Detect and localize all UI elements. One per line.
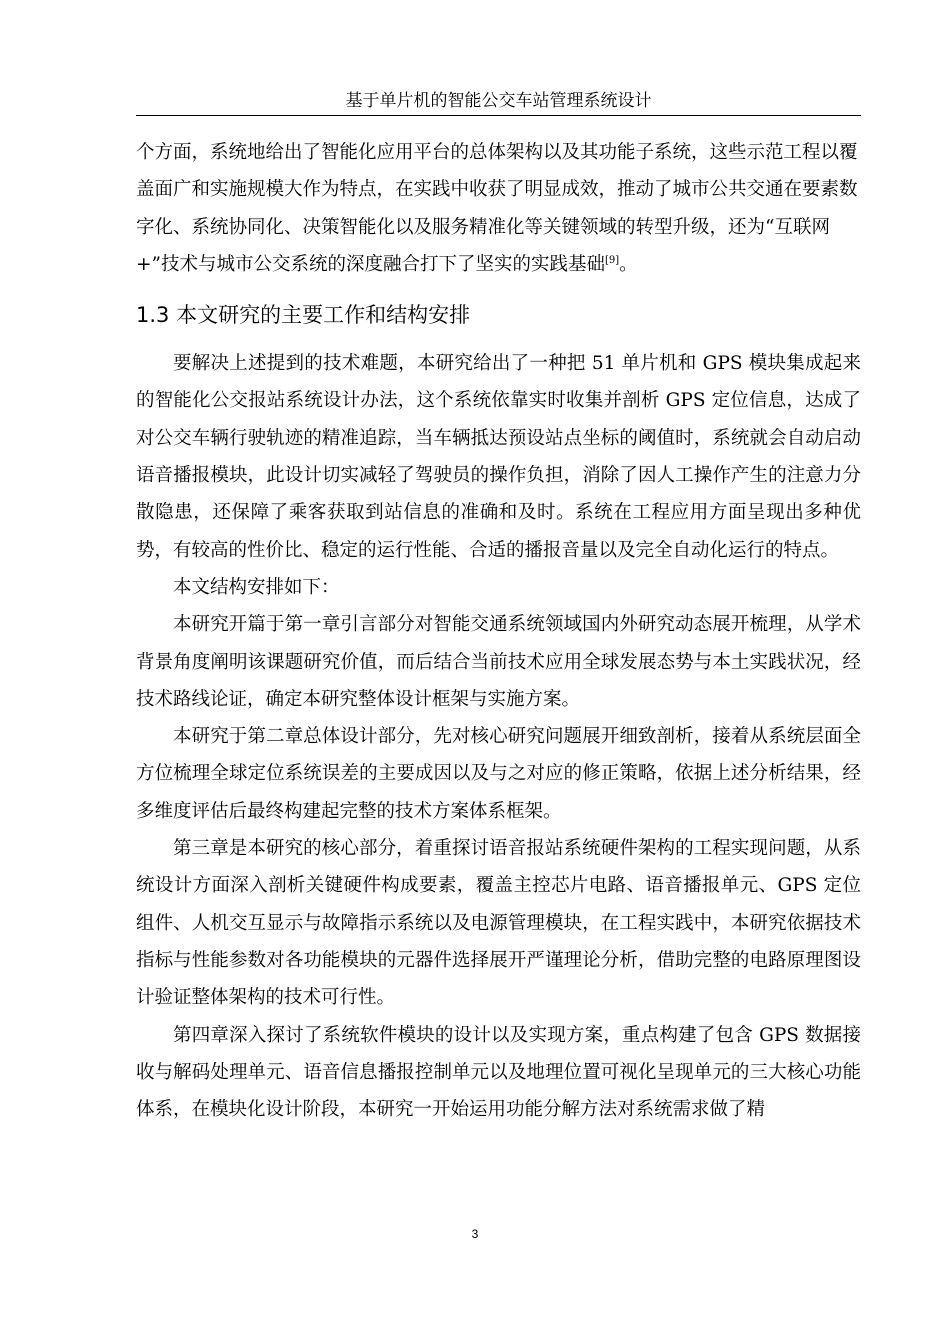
body-paragraph: 本研究于第二章总体设计部分，先对核心研究问题展开细致剖析，接着从系统层面全方位梳理全球定位系统误差的主要成因以及与之对应的修正策略，依据上述分析结果，经多维度评估后最终构建起完整的技术方案体系框架。 bbox=[136, 726, 861, 822]
page-header-title: 基于单片机的智能公交车站管理系统设计 bbox=[345, 91, 652, 111]
intro-paragraph bbox=[136, 134, 861, 283]
header-divider bbox=[136, 115, 861, 116]
body-paragraph: 第四章深入探讨了系统软件模块的设计以及实现方案，重点构建了包含 GPS 数据接收与解码处理单元、语音信息播报控制单元以及地理位置可视化呈现单元的三大核心功能体系，在模块化设计阶段，本研究一开始运用功能分解方法对系统需求做了精 bbox=[136, 1024, 861, 1121]
intro-paragraph-text: 个方面，系统地给出了智能化应用平台的总体架构以及其功能子系统，这些示范工程以覆盖面广和实施规模大作为特点，在实践中收获了明显成效，推动了城市公共交通在要素数字化、系统协同化、决策智能化以及服务精准化等关键领域的转型升级，还为“互联网+”技术与城市公交系统的深度融合打下了坚实的实践基础 bbox=[136, 142, 858, 275]
body-paragraph: 本文结构安排如下： bbox=[173, 576, 340, 598]
body-paragraph: 要解决上述提到的技术难题，本研究给出了一种把 51 单片机和 GPS 模块集成起来的智能化公交报站系统设计办法，这个系统依靠实时收集并剖析 GPS 定位信息，达成了对公交车辆行驶轨迹的精准追踪，当车辆抵达预设站点坐标的阈值时，系统就会自动启动语音播报模块，此设计切实减轻了驾驶员的操作负担，消除了因人工操作产生的注意力分散隐患，还保障了乘客获取到站信息的准确和及时。系统在工程应用方面呈现出多种优势，有较高的性价比、稳定的运行性能、合适的播报音量以及完全自动化运行的特点。 bbox=[136, 353, 861, 561]
document-body bbox=[136, 134, 861, 1128]
body-paragraph: 本研究开篇于第一章引言部分对智能交通系统领域国内外研究动态展开梳理，从学术背景角度阐明该课题研究价值，而后结合当前技术应用全球发展态势与本土实践状况，经技术路线论证，确定本研究整体设计框架与实施方案。 bbox=[136, 614, 861, 710]
intro-paragraph-end: 。 bbox=[619, 253, 638, 275]
citation-marker: [9] bbox=[604, 254, 620, 266]
section-heading: 1.3 本文研究的主要工作和结构安排 bbox=[136, 303, 471, 328]
page-number: 3 bbox=[471, 1227, 479, 1241]
body-paragraph: 第三章是本研究的核心部分，着重探讨语音报站系统硬件架构的工程实现问题，从系统设计方面深入剖析关键硬件构成要素，覆盖主控芯片电路、语音播报单元、GPS 定位组件、人机交互显示与故障指示系统以及电源管理模块，在工程实践中，本研究依据技术指标与性能参数对各功能模块的元器件选择展开严谨理论分析，借助完整的电路原理图设计验证整体架构的技术可行性。 bbox=[136, 838, 861, 1009]
